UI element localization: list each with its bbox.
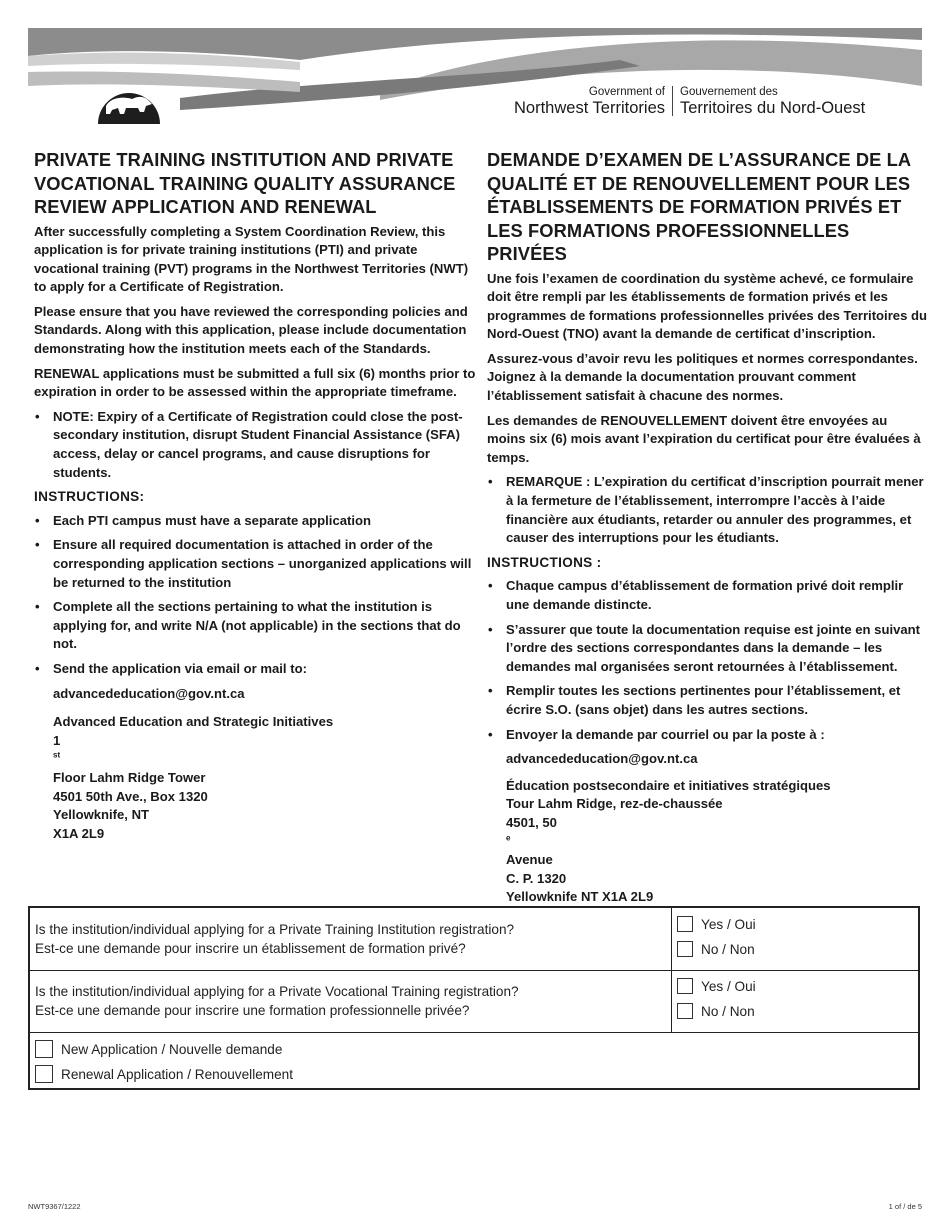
- instructions-heading: INSTRUCTIONS:: [34, 489, 145, 505]
- pti-no-option[interactable]: No / Non: [677, 941, 755, 957]
- pvt-yes-option[interactable]: Yes / Oui: [677, 978, 756, 994]
- polar-bear-logo-icon: [96, 66, 162, 124]
- email-address[interactable]: advancededucation@gov.nt.ca: [506, 751, 698, 767]
- gov-en-big: Northwest Territories: [514, 98, 665, 117]
- pti-yes-option[interactable]: Yes / Oui: [677, 916, 756, 932]
- gov-fr-small: Gouvernement des: [680, 86, 778, 98]
- note-item: • REMARQUE : L’expiration du certificat d’inscription pourrait mener à la fermeture de l’établissement, interrompre l’accès à l’aide financière aux étudiants, retarder ou annuler des programmes, et causer des interruptions pour les étudiants.: [488, 474, 924, 546]
- pvt-no-checkbox[interactable]: [677, 1003, 693, 1019]
- application-kind-row: [30, 1032, 918, 1090]
- intro-paragraph: Une fois l’examen de coordination du système achevé, ce formulaire doit être rempli par les établissements de formation privés et les programmes de formations professionnelles privées des Territoires du Nord-Ouest (TNO) avant la demande de certificat d’inscription.: [487, 270, 927, 342]
- application-type-form: [28, 906, 920, 1090]
- mailing-address: Advanced Education and Strategic Initiatives 1 $^{st}$ Floor Lahm Ridge Tower 4501 50th Ave., Box 1320 Yellowknife, NT X1A 2L9: [53, 714, 334, 841]
- list-item: • Complete all the sections pertaining to what the institution is applying for, and write N/A (not applicable) in the sections that do not.: [35, 599, 461, 652]
- list-item: • S’assurer que toute la documentation requise est jointe en suivant l’ordre des sections correspondantes dans la demande – les demandes mal organisées seront retournées à l’établissement.: [488, 621, 921, 674]
- pti-question: Is the institution/individual applying for a Private Training Institution registration? Est-ce une demande pour inscrire un établissement de formation privé?: [35, 922, 515, 956]
- gov-name-french: [680, 86, 865, 117]
- new-application-checkbox[interactable]: [35, 1040, 53, 1058]
- renewal-paragraph: RENEWAL applications must be submitted a full six (6) months prior to expiration in order to be assessed within the appropriate timeframe.: [34, 365, 476, 400]
- renewal-paragraph: Les demandes de RENOUVELLEMENT doivent être envoyées au moins six (6) mois avant l’expiration du certificat pour être évaluées à temps.: [487, 412, 921, 465]
- page-number: 1 of / de 5: [888, 1202, 922, 1211]
- title-french: DEMANDE D’EXAMEN DE L’ASSURANCE DE LA QUALITÉ ET DE RENOUVELLEMENT POUR LES ÉTABLISSEMENTS DE FORMATION PRIVÉS ET LES FORMATIONS PROFESSIONNELLES PRIVÉES: [487, 149, 911, 264]
- list-item: • Send the application via email or mail to:: [35, 660, 307, 676]
- instructions-heading: INSTRUCTIONS :: [487, 554, 602, 570]
- pvt-question: Is the institution/individual applying for a Private Vocational Training registration? Est-ce une demande pour inscrire une formation professionnelle privée?: [35, 984, 519, 1018]
- renewal-application-option[interactable]: Renewal Application / Renouvellement: [35, 1065, 293, 1083]
- note-list: [487, 473, 927, 547]
- french-column: [487, 148, 927, 907]
- pti-question-row: [30, 908, 918, 971]
- gov-fr-big: Territoires du Nord-Ouest: [680, 98, 866, 117]
- pvt-question-row: [30, 970, 918, 1033]
- title-english: PRIVATE TRAINING INSTITUTION AND PRIVATE VOCATIONAL TRAINING QUALITY ASSURANCE REVIEW APPLICATION AND RENEWAL: [34, 149, 456, 217]
- gov-name-english: [514, 86, 665, 117]
- policies-paragraph: Please ensure that you have reviewed the corresponding policies and Standards. Along with this application, please include documentation demonstrating how the institution meets each of the Standards.: [34, 303, 468, 357]
- list-item: • Each PTI campus must have a separate application: [35, 512, 372, 528]
- list-item: • Remplir toutes les sections pertinentes pour l’établissement, et écrire S.O. (sans objet) dans les autres sections.: [488, 683, 901, 717]
- policies-paragraph: Assurez-vous d’avoir revu les politiques et normes correspondantes. Joignez à la demande la documentation prouvant comment l’établissement satisfait à chacune des normes.: [487, 350, 918, 404]
- english-column: [34, 148, 480, 843]
- list-item: • Envoyer la demande par courriel ou par la poste à :: [488, 726, 825, 742]
- instructions-list: [487, 577, 927, 744]
- pvt-no-option[interactable]: No / Non: [677, 1003, 755, 1019]
- renewal-application-checkbox[interactable]: [35, 1065, 53, 1083]
- email-address[interactable]: advancededucation@gov.nt.ca: [53, 685, 245, 701]
- new-application-option[interactable]: New Application / Nouvelle demande: [35, 1040, 282, 1058]
- header-divider: [672, 86, 673, 116]
- intro-paragraph: After successfully completing a System Coordination Review, this application is for private training institutions (PTI) and private vocational training (PVT) programs in the Northwest Territories (NWT) to apply for a Certificate of Registration.: [34, 223, 469, 295]
- form-code: NWT9367/1222: [28, 1202, 81, 1211]
- note-list: [34, 408, 480, 482]
- pti-yes-checkbox[interactable]: [677, 916, 693, 932]
- mailing-address: Éducation postsecondaire et initiatives stratégiques Tour Lahm Ridge, rez-de-chaussée 4501, 50 $^e$ Avenue C. P. 1320 Yellowknife NT X1A 2L9: [506, 777, 831, 905]
- instructions-list: [34, 512, 480, 679]
- pvt-yes-checkbox[interactable]: [677, 978, 693, 994]
- gov-en-small: Government of: [588, 86, 665, 98]
- list-item: • Ensure all required documentation is attached in order of the corresponding application sections – unorganized applications will be returned to the institution: [35, 537, 472, 590]
- list-item: • Chaque campus d’établissement de formation privé doit remplir une demande distincte.: [488, 578, 904, 612]
- note-item: • NOTE: Expiry of a Certificate of Registration could close the post-secondary institution, disrupt Student Financial Assistance (SFA) access, delay or cancel programs, and cause disruptions for students.: [35, 408, 463, 480]
- pti-no-checkbox[interactable]: [677, 941, 693, 957]
